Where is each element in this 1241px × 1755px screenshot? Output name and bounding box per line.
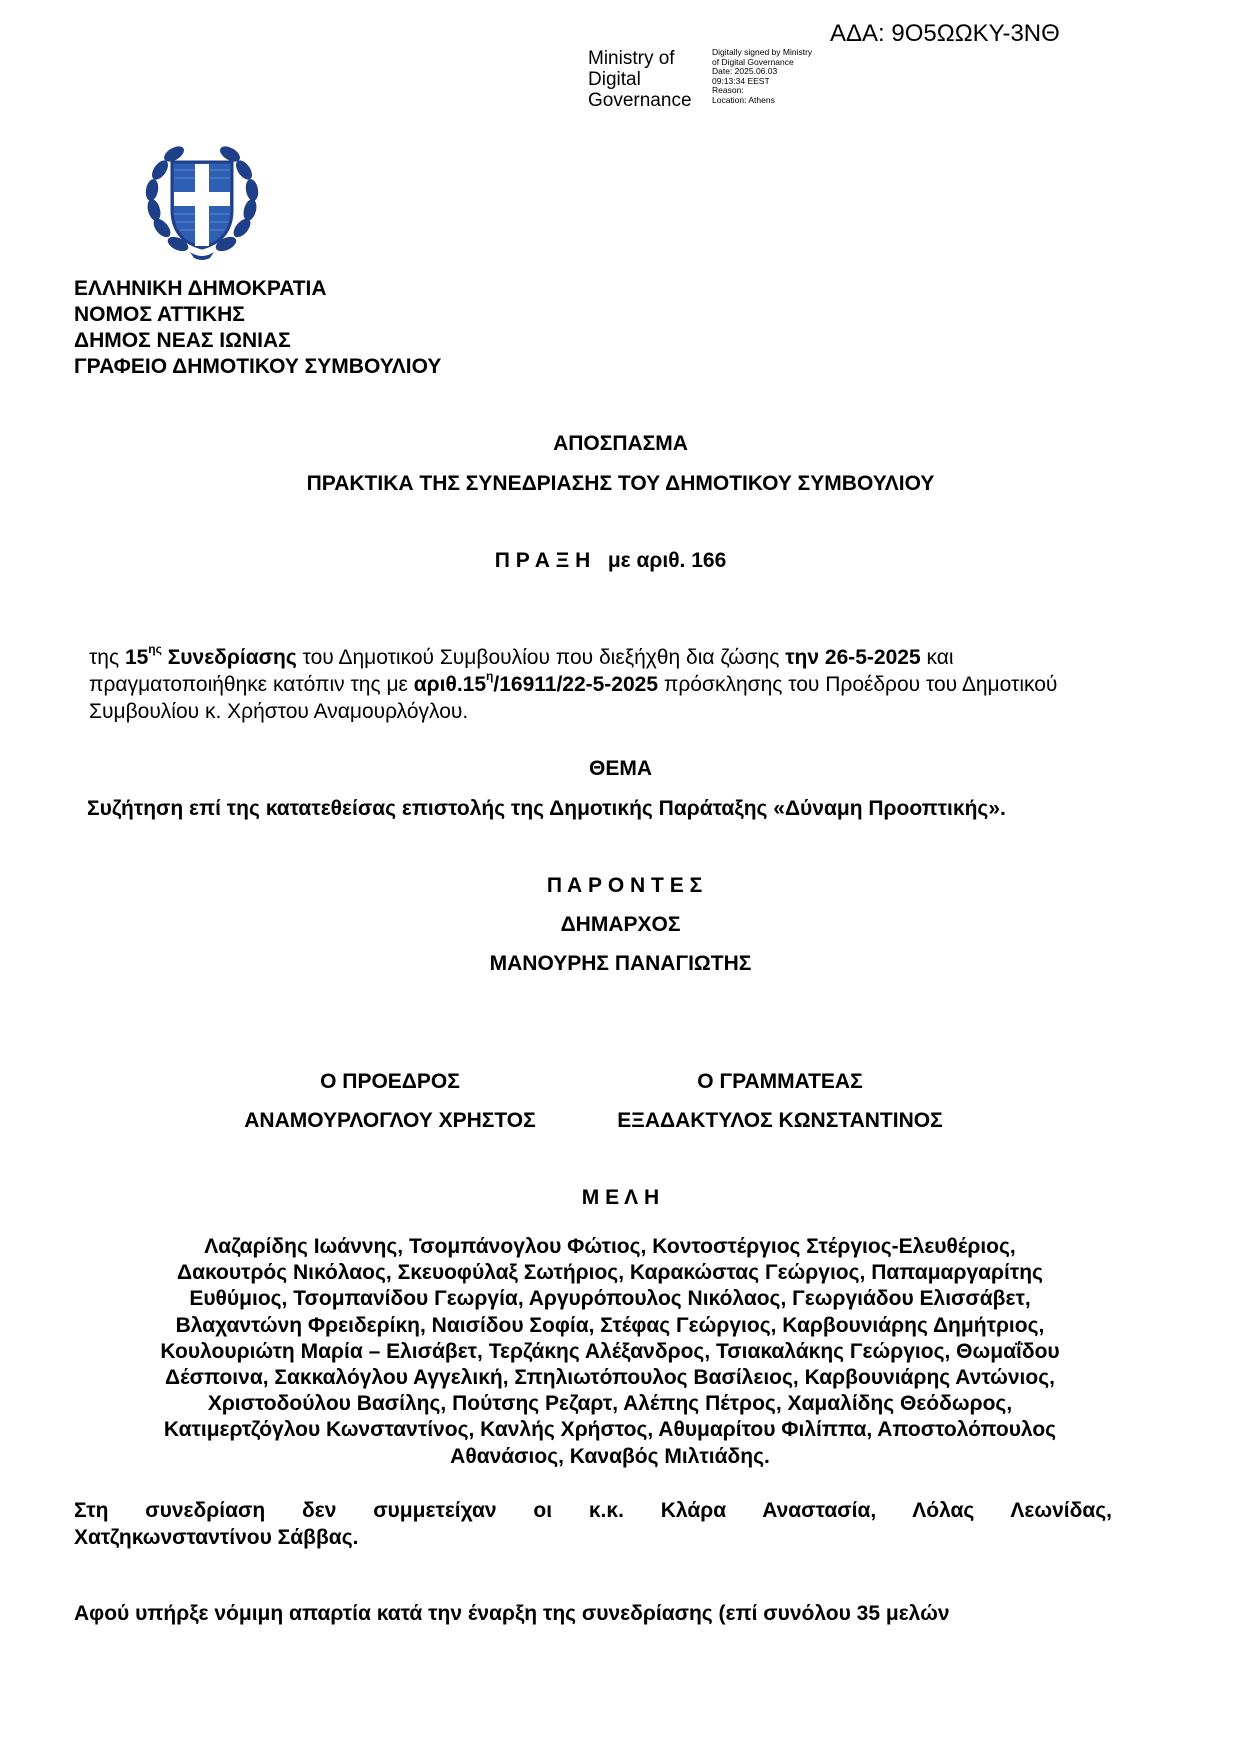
present-label: Π Α Ρ Ο Ν Τ Ε Σ	[546, 874, 703, 897]
org-line: ΓΡΑΦΕΙΟ ΔΗΜΟΤΙΚΟΥ ΣΥΜΒΟΥΛΙΟΥ	[74, 355, 442, 378]
president-label: Ο ΠΡΟΕΔΡΟΣ	[320, 1070, 460, 1093]
session-date: την 26-5-2025	[785, 646, 921, 669]
absent-line: Χατζηκωνσταντίνου Σάββας.	[74, 1526, 359, 1549]
organization-block	[74, 276, 441, 380]
intro-text: της	[89, 646, 125, 669]
signature-org-line: Digital	[588, 69, 641, 90]
intro-paragraph	[89, 644, 1079, 725]
signature-detail-line: 09:13:34 EEST	[712, 75, 770, 86]
quorum-text: Αφού υπήρξε νόμιμη απαρτία κατά την έναρξη της συνεδρίασης (επί συνόλου 35 μελών	[74, 1602, 950, 1625]
members-line: Κατιμερτζόγλου Κωνσταντίνος, Κανλής Χρήστος, Αθυμαρίτου Φιλίππα, Αποστολόπουλος	[163, 1418, 1057, 1442]
signature-detail-line: Location: Athens	[712, 94, 775, 105]
signature-detail-line: Digitally signed by Ministry	[712, 47, 813, 57]
members-label: Μ Ε Λ Η	[581, 1186, 660, 1209]
act-line	[0, 549, 1231, 573]
signature-organization	[588, 48, 692, 111]
members-list	[80, 1234, 1140, 1470]
intro-text: και πραγματοποιήθηκε κατόπιν της με	[89, 646, 954, 696]
signature-detail-line: Reason:	[712, 85, 744, 96]
members-line: Ευθύμιος, Τσομπανίδου Γεωργία, Αργυρόπουλος Νικόλαος, Γεωργιάδου Ελισσάβετ,	[189, 1287, 1031, 1311]
absent-paragraph	[74, 1497, 1112, 1551]
org-line: ΝΟΜΟΣ ΑΤΤΙΚΗΣ	[74, 303, 245, 326]
signature-detail-line: Date: 2025.06.03	[712, 66, 778, 77]
act-number: με αριθ. 166	[607, 549, 727, 572]
coat-of-arms-icon	[140, 140, 264, 262]
members-line: Βλαχαντώνη Φρειδερίκη, Ναισίδου Σοφία, Στέφας Γεώργιος, Καρβουνιάρης Δημήτριος,	[175, 1313, 1045, 1337]
secretary-label: Ο ΓΡΑΜΜΑΤΕΑΣ	[697, 1070, 863, 1093]
ada-code: ΑΔΑ: 9Ο5ΩΩΚΥ-3ΝΘ	[830, 20, 1060, 47]
members-line: Αθανάσιος, Καναβός Μιλτιάδης.	[450, 1444, 770, 1468]
mayor-label: ΔΗΜΑΡΧΟΣ	[560, 913, 681, 936]
absent-line: Στη συνεδρίαση δεν συμμετείχαν οι κ.κ. Κλάρα Αναστασία, Λόλας Λεωνίδας,	[74, 1499, 1112, 1522]
invitation-ref-number: /16911/22-5-2025	[493, 673, 659, 696]
signature-detail-line: of Digital Governance	[712, 56, 794, 67]
invitation-ref-suffix: η	[486, 669, 494, 683]
intro-text: πρόσκλησης του Προέδρου του Δημοτικού Συμβουλίου κ. Χρήστου Αναμουρλόγλου.	[89, 673, 1058, 723]
org-line: ΔΗΜΟΣ ΝΕΑΣ ΙΩΝΙΑΣ	[74, 329, 291, 352]
act-label: Π Ρ Α Ξ Η	[494, 549, 591, 572]
document-heading: ΑΠΟΣΠΑΣΜΑ	[553, 432, 688, 455]
members-line: Χριστοδούλου Βασίλης, Πούτσης Ρεζαρτ, Αλέπης Πέτρος, Χαμαλίδης Θεόδωρος,	[207, 1392, 1013, 1416]
document-subheading: ΠΡΑΚΤΙΚΑ ΤΗΣ ΣΥΝΕΔΡΙΑΣΗΣ ΤΟΥ ΔΗΜΟΤΙΚΟΥ ΣΥΜΒΟΥΛΙΟΥ	[306, 472, 935, 495]
signature-org-line: Governance	[588, 90, 692, 111]
intro-text: του Δημοτικού Συμβουλίου που διεξήχθη δια ζώσης	[296, 646, 786, 669]
signature-details	[712, 48, 842, 106]
invitation-ref: αριθ.15	[413, 673, 487, 696]
members-line: Κουλουριώτη Μαρία – Ελισάβετ, Τερζάκης Αλέξανδρος, Τσιακαλάκης Γεώργιος, Θωμαΐδου	[160, 1339, 1060, 1363]
secretary-name: ΕΞΑΔΑΚΤΥΛΟΣ ΚΩΝΣΤΑΝΤΙΝΟΣ	[617, 1109, 943, 1132]
signature-org-line: Ministry of	[588, 48, 675, 69]
session-number: 15	[124, 646, 149, 669]
members-line: Λαζαρίδης Ιωάννης, Τσομπάνογλου Φώτιος, Κοντοστέργιος Στέργιος-Ελευθέριος,	[204, 1235, 1016, 1258]
session-suffix: ης	[148, 642, 162, 656]
session-word: Συνεδρίασης	[161, 646, 297, 669]
org-line: ΕΛΛΗΝΙΚΗ ΔΗΜΟΚΡΑΤΙΑ	[74, 277, 327, 300]
members-line: Δέσποινα, Σακκαλόγλου Αγγελική, Σπηλιωτόπουλος Βασίλειος, Καρβουνιάρης Αντώνιος,	[165, 1366, 1055, 1390]
members-line: Δακουτρός Νικόλαος, Σκευοφύλαξ Σωτήριος, Καρακώστας Γεώργιος, Παπαμαργαρίτης	[177, 1261, 1043, 1285]
mayor-name: ΜΑΝΟΥΡΗΣ ΠΑΝΑΓΙΩΤΗΣ	[489, 952, 752, 975]
subject-text: Συζήτηση επί της κατατεθείσας επιστολής της Δημοτικής Παράταξης «Δύναμη Προοπτικής».	[87, 797, 1006, 820]
president-name: ΑΝΑΜΟΥΡΛΟΓΛΟΥ ΧΡΗΣΤΟΣ	[244, 1109, 536, 1132]
subject-label: ΘΕΜΑ	[589, 757, 652, 780]
